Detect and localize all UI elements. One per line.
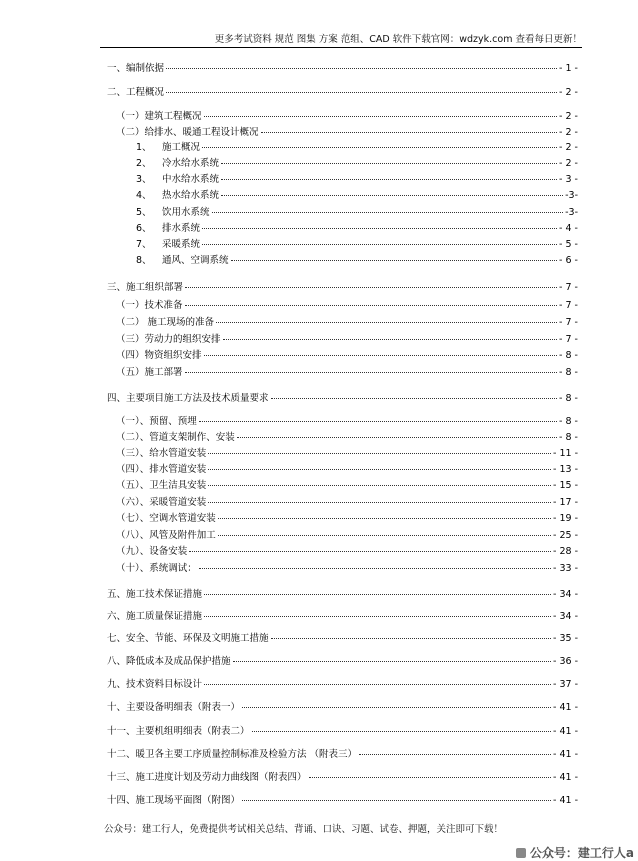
toc-entry-page: - 5 - <box>559 239 578 250</box>
toc-entry-title: （三）劳动力的组织安排 <box>116 334 221 345</box>
dot-leader <box>208 502 551 503</box>
toc-entry-number: 3、 <box>136 174 152 185</box>
toc-entry-page: - 8 - <box>559 393 578 404</box>
page-header: 更多考试资料 规范 图集 方案 范组、CAD 软件下载官网：wdzyk.com 查看每日更新！ <box>214 34 582 45</box>
toc-entry-page: - 34 - <box>553 589 578 600</box>
watermark <box>516 844 634 861</box>
toc-entry-page: - 3 - <box>559 174 578 185</box>
dot-leader <box>185 372 558 373</box>
toc-entry-page: - 2 - <box>559 127 578 138</box>
toc-entry-page: - 19 - <box>553 513 578 524</box>
toc-entry-page: - 35 - <box>553 633 578 644</box>
dot-leader <box>199 568 551 569</box>
toc-entry-page: - 25 - <box>553 530 578 541</box>
toc-entry-title: （四）物资组织安排 <box>116 350 202 361</box>
dot-leader <box>204 594 551 595</box>
toc-entry-page: - 41 - <box>553 772 578 783</box>
toc-entry[interactable] <box>107 655 578 668</box>
toc-entry-title: 饮用水系统 <box>162 207 210 218</box>
toc-entry[interactable] <box>107 632 578 645</box>
toc-entry-title: （五）施工部署 <box>116 367 183 378</box>
toc-entry-title: （二）给排水、暖通工程设计概况 <box>116 127 259 138</box>
dot-leader <box>204 355 558 356</box>
toc-entry[interactable] <box>107 86 578 99</box>
dot-leader <box>233 661 552 662</box>
toc-entry-page: - 7 - <box>559 282 578 293</box>
toc-entry-page: - 41 - <box>553 795 578 806</box>
toc-entry-title: （一）、预留、预埋 <box>116 416 197 427</box>
toc-entry-page: - 4 - <box>559 223 578 234</box>
toc-entry-number: 7、 <box>136 239 152 250</box>
toc-entry-page: - 28 - <box>553 546 578 557</box>
toc-entry-page: - 13 - <box>553 464 578 475</box>
dot-leader <box>202 147 557 148</box>
toc-entry-page: - 41 - <box>553 702 578 713</box>
toc-entry-number: 4、 <box>136 190 152 201</box>
toc-entry[interactable] <box>136 206 578 219</box>
toc-entry[interactable] <box>116 479 578 492</box>
dot-leader <box>199 421 557 422</box>
toc-entry[interactable] <box>107 392 578 405</box>
dot-leader <box>237 437 557 438</box>
toc-entry-page: - 8 - <box>559 432 578 443</box>
toc-entry[interactable] <box>116 447 578 460</box>
toc-entry-title: 冷水给水系统 <box>162 158 220 169</box>
toc-entry[interactable] <box>107 588 578 601</box>
toc-entry-title: 十、主要设备明细表（附表一） <box>107 702 241 713</box>
dot-leader <box>166 92 557 93</box>
toc-entry-page: -3- <box>565 207 578 218</box>
toc-entry-title: 二、工程概况 <box>107 87 165 98</box>
dot-leader <box>221 163 557 164</box>
dot-leader <box>242 707 551 708</box>
toc-entry[interactable] <box>107 748 578 761</box>
dot-leader <box>204 684 551 685</box>
toc-entry[interactable] <box>116 333 578 346</box>
toc-entry-title: （八）、风管及附件加工 <box>116 530 216 541</box>
toc-entry-page: -3- <box>565 190 578 201</box>
toc-entry-page: - 8 - <box>559 416 578 427</box>
dot-leader <box>252 731 552 732</box>
dot-leader <box>212 212 564 213</box>
toc-entry-title: （五）、卫生洁具安装 <box>116 480 207 491</box>
toc-entry-page: - 7 - <box>559 334 578 345</box>
toc-entry-page: - 34 - <box>553 611 578 622</box>
toc-entry[interactable] <box>107 62 578 75</box>
dot-leader <box>216 322 557 323</box>
toc-entry-title: 十二、暖卫各主要工序质量控制标准及检验方法 （附表三） <box>107 749 358 760</box>
dot-leader <box>166 68 557 69</box>
toc-entry-title: 六、施工质量保证措施 <box>107 611 203 622</box>
watermark-text: 公众号：建工行人a <box>529 846 634 860</box>
toc-entry-title: 排水系统 <box>162 223 201 234</box>
toc-entry[interactable] <box>136 254 578 267</box>
toc-entry-title: 施工概况 <box>162 142 201 153</box>
dot-leader <box>223 339 558 340</box>
dot-leader <box>189 551 551 552</box>
toc-entry-title: （四）、排水管道安装 <box>116 464 207 475</box>
toc-entry-number: 8、 <box>136 255 152 266</box>
toc-entry[interactable] <box>116 431 578 444</box>
toc-entry-page: - 8 - <box>559 367 578 378</box>
toc-entry-title: （二）、管道支架制作、安装 <box>116 432 235 443</box>
toc-entry[interactable] <box>116 299 578 312</box>
toc-entry-page: - 17 - <box>553 497 578 508</box>
dot-leader <box>185 305 558 306</box>
toc-entry-title: 五、施工技术保证措施 <box>107 589 203 600</box>
toc-entry-page: - 2 - <box>559 87 578 98</box>
toc-entry-page: - 2 - <box>559 158 578 169</box>
toc-entry-title: 七、安全、节能、环保及文明施工措施 <box>107 633 269 644</box>
dot-leader <box>261 132 558 133</box>
toc-entry-page: - 37 - <box>553 679 578 690</box>
toc-entry-page: - 33 - <box>553 563 578 574</box>
toc-entry-page: - 6 - <box>559 255 578 266</box>
toc-entry-number: 5、 <box>136 207 152 218</box>
toc-entry-title: 九、技术资料目标设计 <box>107 679 203 690</box>
toc-entry-title: 采暖系统 <box>162 239 201 250</box>
toc-entry-page: - 2 - <box>559 111 578 122</box>
dot-leader <box>359 754 551 755</box>
toc-entry-page: - 36 - <box>553 656 578 667</box>
page-footer: 公众号：建工行人，免费提供考试相关总结、背诵、口诀、习题、试卷、押题，关注即可下载！ <box>104 824 504 835</box>
dot-leader <box>218 535 551 536</box>
toc-entry[interactable] <box>136 141 578 154</box>
dot-leader <box>202 228 557 229</box>
dot-leader <box>208 485 551 486</box>
toc-entry[interactable] <box>107 771 578 784</box>
toc-entry-title: 十一、主要机组明细表（附表二） <box>107 726 250 737</box>
dot-leader <box>231 260 558 261</box>
toc-entry-title: 一、编制依据 <box>107 63 165 74</box>
dot-leader <box>242 800 551 801</box>
toc-entry-title: （一）技术准备 <box>116 300 183 311</box>
toc-entry[interactable] <box>116 545 578 558</box>
toc-entry-number: 1、 <box>136 142 152 153</box>
dot-leader <box>208 469 551 470</box>
dot-leader <box>309 777 552 778</box>
toc-entry-title: 热水给水系统 <box>162 190 220 201</box>
toc-entry[interactable] <box>107 701 578 714</box>
toc-entry[interactable] <box>116 349 578 362</box>
dot-leader <box>202 244 557 245</box>
toc-entry-title: （九）、设备安装 <box>116 546 188 557</box>
dot-leader <box>185 287 557 288</box>
toc-entry[interactable] <box>107 794 578 807</box>
toc-entry[interactable] <box>136 222 578 235</box>
dot-leader <box>221 179 557 180</box>
toc-entry-number: 2、 <box>136 158 152 169</box>
toc-entry[interactable] <box>116 562 578 575</box>
toc-entry-page: - 41 - <box>553 749 578 760</box>
toc-entry-page: - 7 - <box>559 317 578 328</box>
toc-entry-title: 八、降低成本及成品保护措施 <box>107 656 231 667</box>
toc-entry[interactable] <box>107 725 578 738</box>
toc-entry-page: - 11 - <box>553 448 578 459</box>
dot-leader <box>204 116 558 117</box>
toc-entry-title: （十）、系统调试： <box>116 563 197 574</box>
dot-leader <box>218 518 551 519</box>
toc-entry-page: - 8 - <box>559 350 578 361</box>
dot-leader <box>271 398 558 399</box>
dot-leader <box>208 453 551 454</box>
toc-entry-page: - 7 - <box>559 300 578 311</box>
toc-entry-page: - 1 - <box>559 63 578 74</box>
toc-entry[interactable] <box>116 126 578 139</box>
toc-entry-title: 十三、施工进度计划及劳动力曲线图（附表四） <box>107 772 307 783</box>
toc-entry-title: （七）、空调水管道安装 <box>116 513 216 524</box>
toc-entry-title: （一）建筑工程概况 <box>116 111 202 122</box>
toc-entry[interactable] <box>107 281 578 294</box>
toc-entry[interactable] <box>116 512 578 525</box>
toc-entry-title: 通风、空调系统 <box>162 255 229 266</box>
toc-entry[interactable] <box>116 316 578 329</box>
toc-entry[interactable] <box>116 463 578 476</box>
toc-entry-number: 6、 <box>136 223 152 234</box>
toc-entry-title: 中水给水系统 <box>162 174 220 185</box>
toc-entry[interactable] <box>107 678 578 691</box>
toc-entry[interactable] <box>136 189 578 202</box>
toc-entry[interactable] <box>116 496 578 509</box>
dot-leader <box>221 195 563 196</box>
toc-entry[interactable] <box>136 173 578 186</box>
toc-entry-page: - 15 - <box>553 480 578 491</box>
toc-entry[interactable] <box>116 415 578 428</box>
toc-entry[interactable] <box>116 529 578 542</box>
toc-entry-page: - 2 - <box>559 142 578 153</box>
toc-entry[interactable] <box>116 366 578 379</box>
toc-entry-title: （三）、给水管道安装 <box>116 448 207 459</box>
dot-leader <box>271 638 552 639</box>
toc-entry[interactable] <box>116 110 578 123</box>
wechat-icon <box>516 848 526 858</box>
toc-entry[interactable] <box>136 238 578 251</box>
toc-entry[interactable] <box>107 610 578 623</box>
toc-entry-title: 四、主要项目施工方法及技术质量要求 <box>107 393 269 404</box>
toc-entry-title: （二） 施工现场的准备 <box>116 317 215 328</box>
toc-entry-title: 十四、施工现场平面图（附图） <box>107 795 241 806</box>
toc-entry-title: 三、施工组织部署 <box>107 282 184 293</box>
toc-entry-page: - 41 - <box>553 726 578 737</box>
toc-entry-title: （六）、采暖管道安装 <box>116 497 207 508</box>
dot-leader <box>204 616 551 617</box>
toc-entry[interactable] <box>136 157 578 170</box>
